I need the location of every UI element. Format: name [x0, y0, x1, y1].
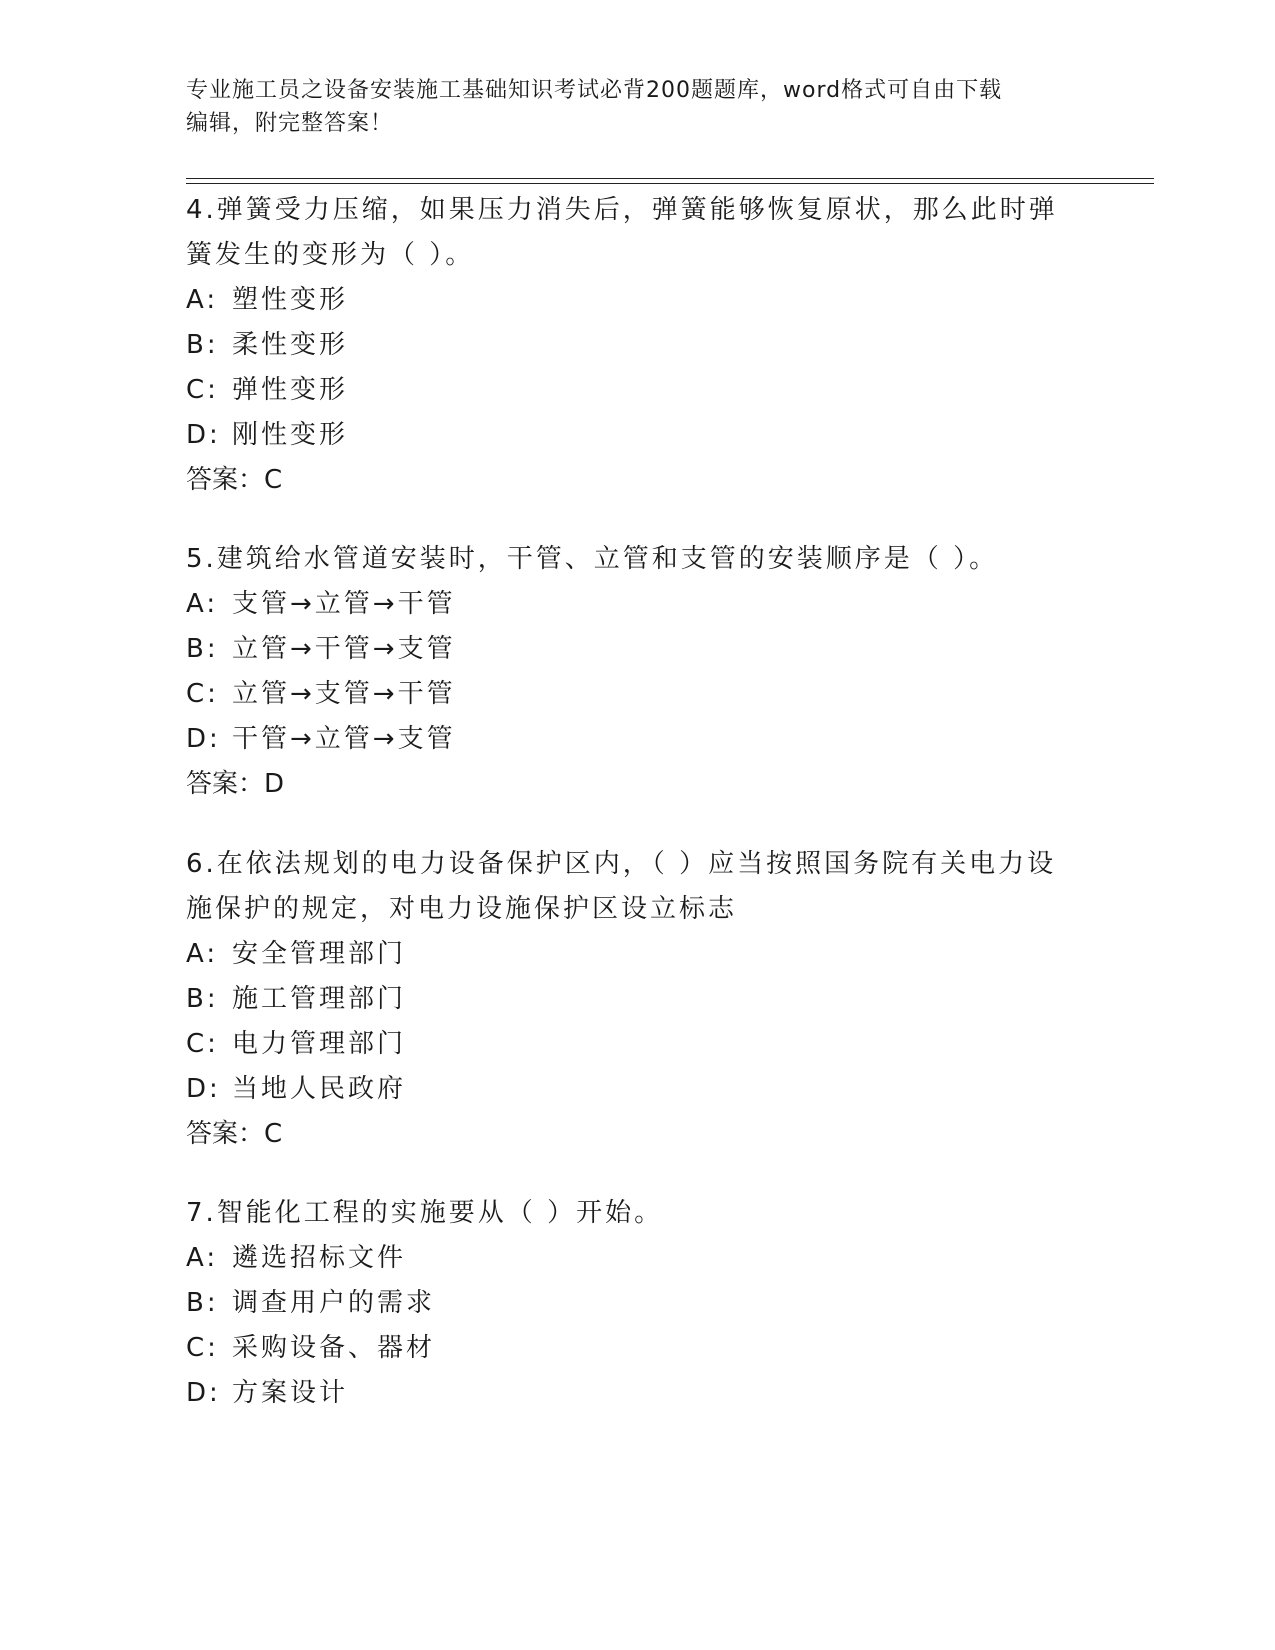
question-5 — [186, 537, 1086, 807]
option-text: 弹性变形 — [232, 375, 349, 405]
option-b — [186, 323, 1086, 368]
option-text: 干管→立管→支管 — [232, 724, 456, 754]
option-text: 调查用户的需求 — [232, 1288, 436, 1318]
option-text: 施工管理部门 — [232, 984, 407, 1014]
option-letter: C: — [186, 1029, 219, 1059]
option-text: 遴选招标文件 — [232, 1243, 407, 1273]
question-stem-line: 4.弹簧受力压缩，如果压力消失后，弹簧能够恢复原状，那么此时弹 — [186, 195, 1058, 225]
option-letter: B: — [186, 984, 219, 1014]
option-text: 方案设计 — [232, 1378, 349, 1408]
option-text: 立管→干管→支管 — [232, 634, 456, 664]
option-a — [186, 1236, 1086, 1281]
option-letter: B: — [186, 1288, 219, 1318]
option-text: 柔性变形 — [232, 330, 349, 360]
document-header — [186, 74, 1066, 140]
option-c — [186, 368, 1086, 413]
question-stem-line: 簧发生的变形为（ ）。 — [186, 240, 475, 270]
question-stem-line: 7.智能化工程的实施要从（ ）开始。 — [186, 1198, 664, 1228]
option-text: 支管→立管→干管 — [232, 589, 456, 619]
option-d — [186, 1067, 1086, 1112]
option-letter: D: — [186, 420, 221, 450]
option-c — [186, 1022, 1086, 1067]
question-4 — [186, 188, 1086, 503]
option-letter: B: — [186, 330, 219, 360]
question-7 — [186, 1191, 1086, 1416]
option-text: 电力管理部门 — [232, 1029, 407, 1059]
option-letter: A: — [186, 939, 219, 969]
option-letter: D: — [186, 1378, 221, 1408]
question-stem-line: 5.建筑给水管道安装时，干管、立管和支管的安装顺序是（ ）。 — [186, 544, 999, 574]
option-letter: C: — [186, 1333, 219, 1363]
answer: 答案：C — [186, 465, 283, 495]
option-d — [186, 717, 1086, 762]
question-6 — [186, 842, 1086, 1157]
option-d — [186, 1371, 1086, 1416]
option-a — [186, 582, 1086, 627]
header-line-1: 专业施工员之设备安装施工基础知识考试必背200题题库，word格式可自由下载 — [186, 78, 1003, 103]
option-letter: A: — [186, 285, 219, 315]
option-letter: C: — [186, 375, 219, 405]
option-text: 刚性变形 — [232, 420, 349, 450]
option-a — [186, 278, 1086, 323]
header-divider-bottom — [186, 183, 1154, 184]
answer: 答案：D — [186, 769, 285, 799]
option-letter: A: — [186, 589, 219, 619]
answer: 答案：C — [186, 1119, 283, 1149]
option-letter: A: — [186, 1243, 219, 1273]
question-stem-line: 施保护的规定，对电力设施保护区设立标志 — [186, 894, 738, 924]
option-text: 采购设备、器材 — [232, 1333, 436, 1363]
option-text: 塑性变形 — [232, 285, 349, 315]
header-line-2: 编辑，附完整答案！ — [186, 111, 394, 136]
header-divider-top — [186, 178, 1154, 179]
option-c — [186, 672, 1086, 717]
option-letter: C: — [186, 679, 219, 709]
question-stem-line: 6.在依法规划的电力设备保护区内，（ ）应当按照国务院有关电力设 — [186, 849, 1057, 879]
option-b — [186, 1281, 1086, 1326]
option-b — [186, 977, 1086, 1022]
option-text: 立管→支管→干管 — [232, 679, 456, 709]
option-letter: D: — [186, 1074, 221, 1104]
option-a — [186, 932, 1086, 977]
option-text: 当地人民政府 — [232, 1074, 407, 1104]
option-letter: B: — [186, 634, 219, 664]
option-d — [186, 413, 1086, 458]
option-text: 安全管理部门 — [232, 939, 407, 969]
option-b — [186, 627, 1086, 672]
option-letter: D: — [186, 724, 221, 754]
option-c — [186, 1326, 1086, 1371]
